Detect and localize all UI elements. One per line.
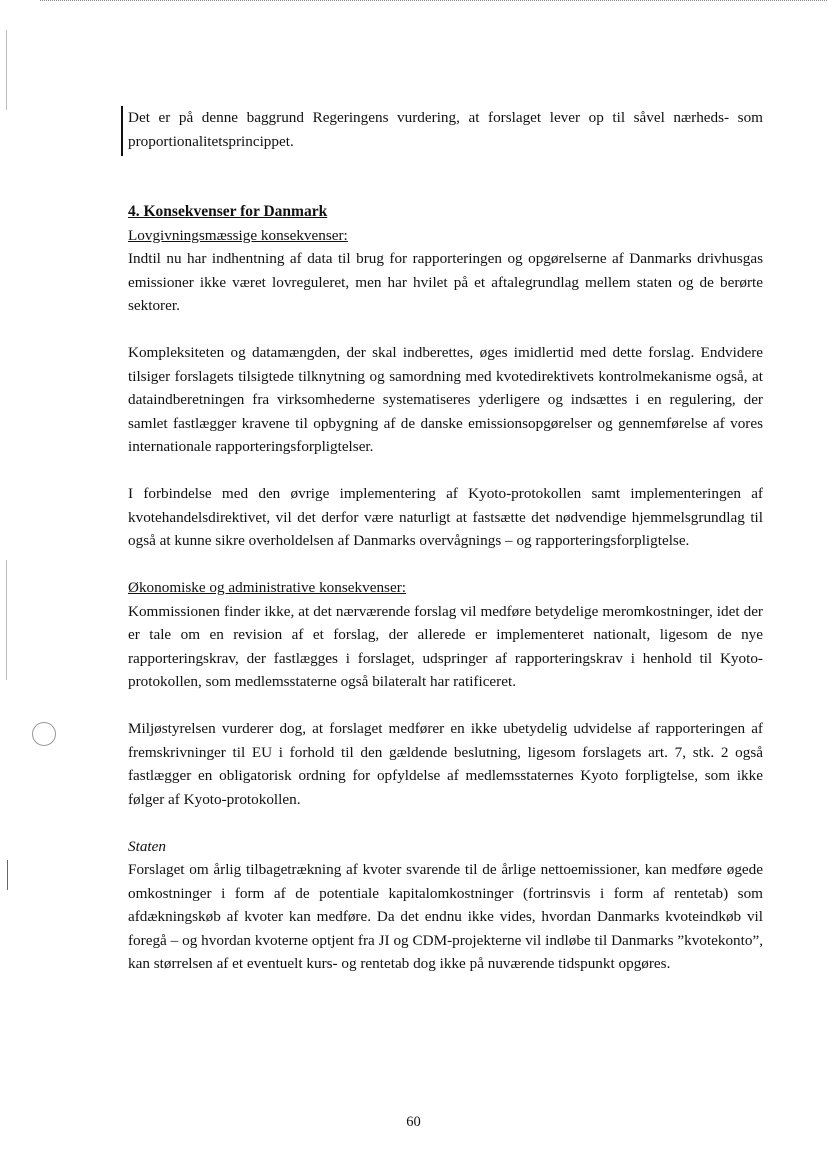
- section-heading: 4. Konsekvenser for Danmark: [128, 203, 328, 220]
- subheading: Økonomiske og administrative konsekvenser:: [128, 579, 406, 596]
- subheading: Staten: [128, 837, 166, 855]
- paragraph: Forslaget om årlig tilbagetrækning af kvoter svarende til de årlige nettoemissioner, kan medføre øgede omkostninger i form af de potentiale kapitalomkostninger (fortrinsvis i form af rentetab) som afdækningskøb af kvoter kan medføre. Da det endnu ikke vides, hvordan Danmarks kvoteindkøb vil foregå – og hvordan kvoterne optjent fra JI og CDM-projekterne vil indløbe til Danmarks ”kvotekonto”, kan størrelsen af et eventuelt kurs- og rentetab dog ikke på nuværende tidspunkt opgøres.: [128, 861, 763, 972]
- document-body: [128, 106, 763, 976]
- paragraph: Det er på denne baggrund Regeringens vurdering, at forslaget lever op til såvel nærheds- som proportionalitetsprincippet.: [128, 109, 763, 150]
- paragraph: Kommissionen finder ikke, at det nærværende forslag vil medføre betydelige meromkostninger, idet der er tale om en revision af et forslag, der allerede er implementeret nationalt, ligesom de nye rapporteringskrav, der fastlægges i forslaget, udspringer af rapporteringskrav i henhold til Kyoto-protokollen, som medlemsstaterne også bilateralt har ratificeret.: [128, 602, 763, 690]
- punch-hole: [32, 722, 56, 746]
- paragraph: Miljøstyrelsen vurderer dog, at forslaget medfører en ikke ubetydelig udvidelse af rapporteringen af fremskrivninger til EU i forhold til den gældende beslutning, ligesom forslagets art. 7, stk. 2 også fastlægger en obligatorisk ordning for opfyldelse af medlemsstaternes Kyoto forpligtelse, som ikke følger af Kyoto-protokollen.: [128, 720, 763, 808]
- paragraph: Kompleksiteten og datamængden, der skal indberettes, øges imidlertid med dette forslag. Endvidere tilsiger forslagets tilsigtede tilknytning og samordning med kvotedirektivets kontrolmekanisme også, at dataindberetningen fra virksomhederne systematiseres yderligere og indsættes i en regulering, der samlet fastlægger kravene til opbygning af de danske emissionsopgørelser og gennemførelse af vores internationale rapporteringsforpligtelser.: [128, 344, 763, 455]
- paragraph: Indtil nu har indhentning af data til brug for rapporteringen og opgørelserne af Danmarks drivhusgas emissioner ikke været lovreguleret, men har hvilet på et aftalegrundlag mellem staten og de berørte sektorer.: [128, 250, 763, 314]
- scan-margin-mark: [6, 560, 7, 680]
- scan-margin-mark: [6, 30, 7, 110]
- scan-margin-mark: [7, 860, 8, 890]
- scan-top-edge: [40, 0, 827, 2]
- paragraph: I forbindelse med den øvrige implementering af Kyoto-protokollen samt implementeringen af kvotehandelsdirektivet, vil det derfor være naturligt at fastsætte det nødvendige hjemmelsgrundlag til også at kunne sikre overholdelsen af Danmarks overvågnings – og rapporteringsforpligtelse.: [128, 485, 763, 549]
- page-number: 60: [406, 1114, 421, 1130]
- revision-bar: [121, 106, 123, 156]
- subheading: Lovgivningsmæssige konsekvenser:: [128, 226, 348, 244]
